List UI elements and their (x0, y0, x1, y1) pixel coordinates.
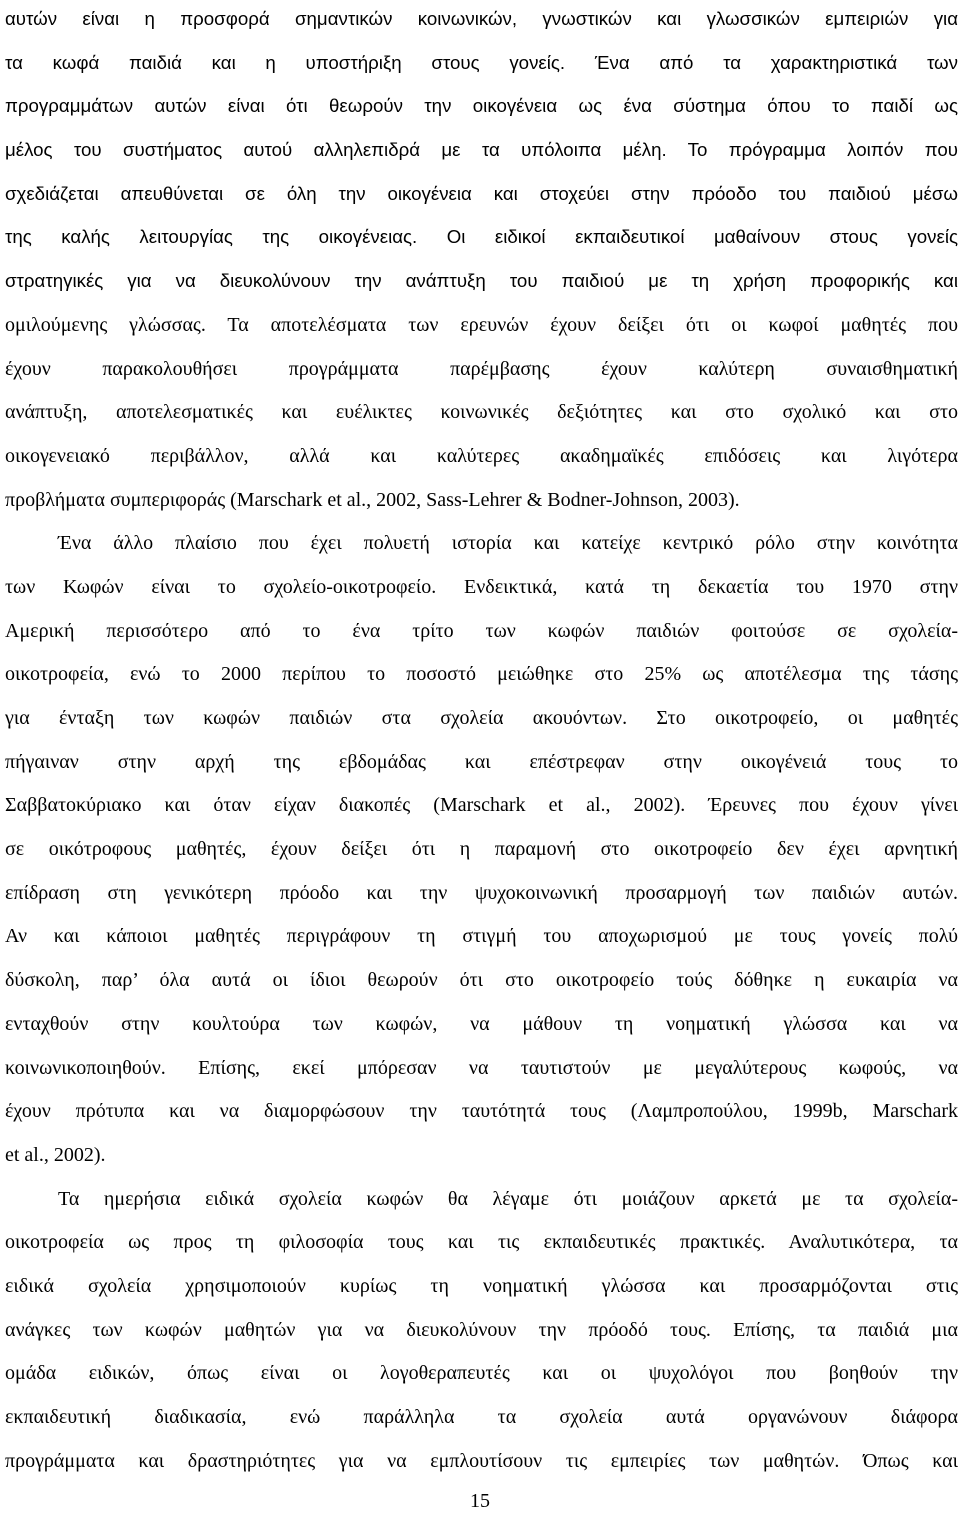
text-line: κοινωνικοποιηθούν. Επίσης, εκεί μπόρεσαν να ταυτιστούν με μεγαλύτερους κωφούς, να (5, 1056, 958, 1079)
text-line: των Κωφών είναι το σχολείο-οικοτροφείο. Ενδεικτικά, κατά τη δεκαετία του 1970 στην (5, 575, 958, 598)
text-line: μέλος του συστήματος αυτού αλληλεπιδρά με τα υπόλοιπα μέλη. Το πρόγραμμα λοιπόν που (5, 139, 958, 161)
text-line: Αν και κάποιοι μαθητές περιγράφουν τη στιγμή του αποχωρισμού με τους γονείς πολύ (5, 925, 958, 948)
text-line: στρατηγικές για να διευκολύνουν την ανάπτυξη του παιδιού με τη χρήση προφορικής και (5, 270, 958, 292)
text-line: έχουν παρακολουθήσει προγράμματα παρέμβασης έχουν καλύτερη συναισθηματική (5, 357, 958, 380)
text-line: ενταχθούν στην κουλτούρα των κωφών, να μάθουν τη νοηματική γλώσσα και να (5, 1012, 958, 1035)
text-line: Αμερική περισσότερο από το ένα τρίτο των κωφών παιδιών φοιτούσε σε σχολεία- (5, 619, 958, 642)
text-line: et al., 2002). (5, 1143, 106, 1166)
text-line: έχουν πρότυπα και να διαμορφώσουν την ταυτότητά τους (Λαμπροπούλου, 1999b, Marschark (5, 1100, 958, 1123)
text-line: οικοτροφεία ως προς τη φιλοσοφία τους και τις εκπαιδευτικές πρακτικές. Αναλυτικότερα, τα (5, 1231, 958, 1254)
text-line: προγράμματα και δραστηριότητες για να εμπλουτίσουν τις εμπειρίες των μαθητών. Όπως και (5, 1449, 958, 1472)
text-line: πήγαιναν στην αρχή της εβδομάδας και επέστρεφαν στην οικογένειά τους το (5, 750, 958, 773)
text-line: τα κωφά παιδιά και η υποστήριξη στους γονείς. Ένα από τα χαρακτηριστικά των (5, 51, 958, 73)
text-line: Τα ημερήσια ειδικά σχολεία κωφών θα λέγαμε ότι μοιάζουν αρκετά με τα σχολεία- (58, 1187, 958, 1210)
text-line: εκπαιδευτική διαδικασία, ενώ παράλληλα τα σχολεία αυτά οργανώνουν διάφορα (5, 1406, 958, 1428)
text-line: ειδικά σχολεία χρησιμοποιούν κυρίως τη νοηματική γλώσσα και προσαρμόζονται στις (5, 1274, 958, 1297)
text-line: σχεδιάζεται απευθύνεται σε όλη την οικογένεια και στοχεύει στην πρόοδο του παιδιού μέσω (5, 182, 958, 204)
text-line: της καλής λειτουργίας της οικογένειας. Οι ειδικοί εκπαιδευτικοί μαθαίνουν στους γονείς (5, 226, 958, 248)
text-line: σε οικότροφους μαθητές, έχουν δείξει ότι η παραμονή στο οικοτροφείο δεν έχει αρνητική (5, 838, 958, 861)
text-line: ομιλούμενης γλώσσας. Τα αποτελέσματα των ερευνών έχουν δείξει ότι οι κωφοί μαθητές που (5, 313, 958, 336)
text-line: για ένταξη των κωφών παιδιών στα σχολεία ακουόντων. Στο οικοτροφείο, οι μαθητές (5, 707, 958, 729)
text-line: ανάπτυξη, αποτελεσματικές και ευέλικτες κοινωνικές δεξιότητες και στο σχολικό και στο (5, 401, 958, 424)
text-line: οικογενειακό περιβάλλον, αλλά και καλύτερες ακαδημαϊκές επιδόσεις και λιγότερα (5, 444, 958, 467)
text-line: Ένα άλλο πλαίσιο που έχει πολυετή ιστορία και κατείχε κεντρικό ρόλο στην κοινότητα (58, 532, 958, 555)
text-line: ομάδα ειδικών, όπως είναι οι λογοθεραπευτές και οι ψυχολόγοι που βοηθούν την (5, 1362, 958, 1385)
page-number: 15 (470, 1490, 490, 1512)
text-line: προβλήματα συμπεριφοράς (Marschark et al., 2002, Sass-Lehrer & Bodner-Johnson, 2003). (5, 488, 740, 511)
text-line: επίδραση στη γενικότερη πρόοδο και την ψυχοκοινωνική προσαρμογή των παιδιών αυτών. (5, 881, 958, 904)
text-line: ανάγκες των κωφών μαθητών για να διευκολύνουν την πρόοδό τους. Επίσης, τα παιδιά μια (5, 1318, 958, 1341)
text-line: δύσκολη, παρ’ όλα αυτά οι ίδιοι θεωρούν ότι στο οικοτροφείο τούς δόθηκε η ευκαιρία να (5, 969, 958, 992)
text-line: οικοτροφεία, ενώ το 2000 περίπου το ποσοστό μειώθηκε στο 25% ως αποτέλεσμα της τάσης (5, 663, 958, 686)
text-line: αυτών είναι η προσφορά σημαντικών κοινωνικών, γνωστικών και γλωσσικών εμπειριών για (5, 8, 958, 29)
body-text (5, 2, 958, 1487)
text-line: προγραμμάτων αυτών είναι ότι θεωρούν την οικογένεια ως ένα σύστημα όπου το παιδί ως (5, 95, 958, 117)
text-line: Σαββατοκύριακο και όταν είχαν διακοπές (Marschark et al., 2002). Έρευνες που έχουν γίνει (5, 794, 958, 817)
